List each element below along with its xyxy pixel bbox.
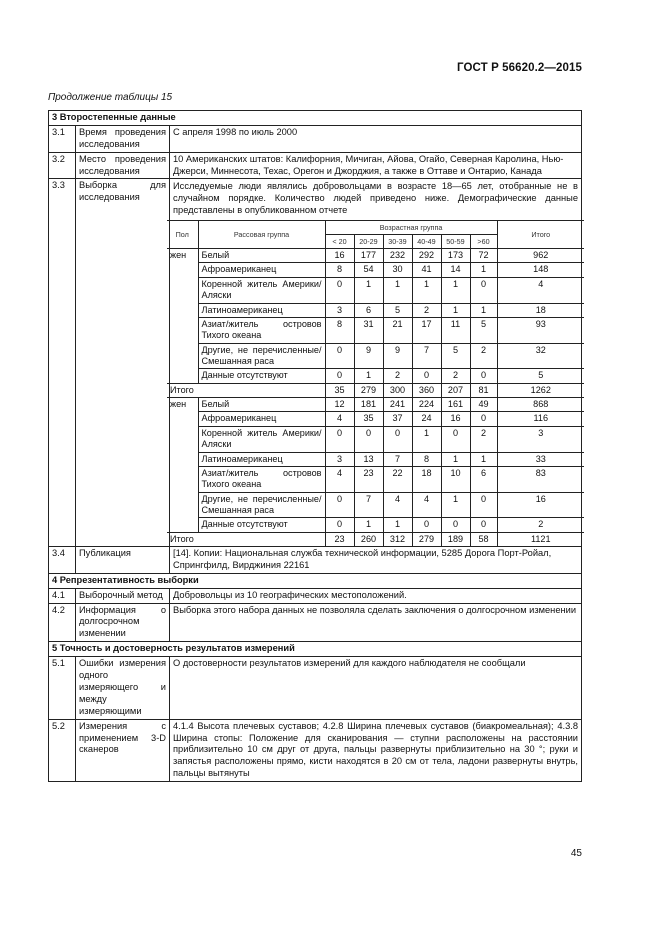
row-total-cell: 93 [497,317,584,343]
count-cell: 0 [441,426,470,452]
race-cell: Другие, не перечисленные/Смешанная раса [198,492,325,518]
header-total: Итого [497,221,584,249]
race-cell: Латиноамериканец [198,452,325,466]
race-cell: Белый [198,398,325,412]
count-cell: 0 [325,492,354,518]
count-cell: 13 [354,452,383,466]
total-value: 1262 [497,383,584,397]
race-cell: Афроамериканец [198,263,325,277]
table-row [49,657,582,719]
count-cell: 0 [441,518,470,532]
total-value: 279 [412,532,441,546]
row-number: 3.1 [49,125,76,152]
race-cell: Коренной житель Америки/Аляски [198,426,325,452]
count-cell: 0 [412,518,441,532]
row-total-cell: 18 [497,303,584,317]
total-value: 1121 [497,532,584,546]
document-id: ГОСТ Р 56620.2—2015 [457,62,582,74]
count-cell: 0 [325,369,354,383]
count-cell: 8 [412,452,441,466]
row-label: Выборочный метод [76,588,170,603]
count-cell: 41 [412,263,441,277]
count-cell: 0 [325,426,354,452]
total-value: 23 [325,532,354,546]
count-cell: 72 [470,249,497,263]
race-cell: Азиат/житель островов Тихого океана [198,317,325,343]
row-total-cell: 5 [497,369,584,383]
count-cell: 1 [383,518,412,532]
table-row [167,277,584,303]
count-cell: 173 [441,249,470,263]
count-cell: 1 [441,492,470,518]
main-table [48,110,582,782]
table-row [167,492,584,518]
count-cell: 49 [470,398,497,412]
row-total-cell: 962 [497,249,584,263]
table-row [167,303,584,317]
race-cell: Азиат/житель островов Тихого океана [198,466,325,492]
race-cell: Афроамериканец [198,412,325,426]
row-value: О достоверности результатов измерений для каждого наблюдателя не сообщали [170,657,582,719]
table-row [167,412,584,426]
count-cell: 4 [383,492,412,518]
row-label: Выборка для исследования [76,179,170,547]
table-row [167,426,584,452]
table-row [167,369,584,383]
count-cell: 2 [470,343,497,369]
header-age: < 20 [325,235,354,249]
total-value: 35 [325,383,354,397]
count-cell: 0 [325,277,354,303]
count-cell: 22 [383,466,412,492]
count-cell: 2 [470,426,497,452]
count-cell: 8 [325,263,354,277]
row-number: 3.3 [49,179,76,547]
count-cell: 11 [441,317,470,343]
table-row [167,518,584,532]
count-cell: 7 [383,452,412,466]
count-cell: 16 [441,412,470,426]
count-cell: 7 [354,492,383,518]
race-cell: Данные отсутствуют [198,518,325,532]
table-row [49,547,582,574]
count-cell: 14 [441,263,470,277]
section-header-row [49,642,582,657]
header-age: 30-39 [383,235,412,249]
count-cell: 54 [354,263,383,277]
count-cell: 0 [325,518,354,532]
total-label: Итого [167,532,325,546]
count-cell: 177 [354,249,383,263]
count-cell: 1 [470,452,497,466]
count-cell: 5 [383,303,412,317]
count-cell: 0 [412,369,441,383]
count-cell: 3 [325,452,354,466]
row-total-cell: 83 [497,466,584,492]
count-cell: 6 [354,303,383,317]
count-cell: 6 [470,466,497,492]
count-cell: 0 [383,426,412,452]
row-label: Информация о долгосрочном изменении [76,603,170,642]
count-cell: 9 [354,343,383,369]
race-cell: Коренной житель Америки/Аляски [198,277,325,303]
count-cell: 0 [325,343,354,369]
count-cell: 1 [412,426,441,452]
total-value: 260 [354,532,383,546]
count-cell: 2 [441,369,470,383]
row-label: Место проведения исследования [76,152,170,179]
count-cell: 4 [412,492,441,518]
total-value: 81 [470,383,497,397]
count-cell: 0 [470,369,497,383]
table-row [167,317,584,343]
total-value: 58 [470,532,497,546]
sex-cell: жен [167,398,198,533]
count-cell: 2 [412,303,441,317]
count-cell: 1 [383,277,412,303]
sample-description: Исследуемые люди являлись добровольцами в возрасте 18—65 лет, отобранные не в случайном порядке. Количество людей приведено ниже. Демографические данные представлены в опубликованном отчете [173,181,578,216]
row-total-cell: 116 [497,412,584,426]
count-cell: 1 [441,277,470,303]
count-cell: 4 [325,412,354,426]
table-row [49,179,582,547]
count-cell: 1 [354,277,383,303]
count-cell: 37 [383,412,412,426]
count-cell: 30 [383,263,412,277]
header-age: 40-49 [412,235,441,249]
count-cell: 7 [412,343,441,369]
table-row [49,719,582,781]
row-total-cell: 32 [497,343,584,369]
count-cell: 161 [441,398,470,412]
table-row [167,249,584,263]
row-number: 4.2 [49,603,76,642]
sample-cell [170,179,582,547]
count-cell: 18 [412,466,441,492]
row-total-cell: 33 [497,452,584,466]
count-cell: 1 [354,518,383,532]
total-value: 279 [354,383,383,397]
header-race-group: Рассовая группа [198,221,325,249]
header-sex: Пол [167,221,198,249]
count-cell: 181 [354,398,383,412]
count-cell: 0 [470,277,497,303]
row-total-cell: 2 [497,518,584,532]
row-total-cell: 4 [497,277,584,303]
section-title: 4 Репрезентативность выборки [49,573,582,588]
total-label: Итого [167,383,325,397]
total-value: 300 [383,383,412,397]
row-value: Добровольцы из 10 географических местоположений. [170,588,582,603]
row-number: 4.1 [49,588,76,603]
page-number: 45 [570,848,582,859]
section-header-row [49,111,582,126]
row-label: Ошибки измерения одного измеряющего и между измеряющими [76,657,170,719]
row-number: 3.4 [49,547,76,574]
race-cell: Белый [198,249,325,263]
count-cell: 24 [412,412,441,426]
count-cell: 5 [441,343,470,369]
count-cell: 2 [383,369,412,383]
count-cell: 5 [470,317,497,343]
header-age-group: Возрастная группа [325,221,497,235]
total-value: 207 [441,383,470,397]
row-number: 3.2 [49,152,76,179]
count-cell: 9 [383,343,412,369]
row-value: Выборка этого набора данных не позволяла сделать заключения о долгосрочном изменении [170,603,582,642]
table-row [49,603,582,642]
table-row [167,263,584,277]
section-title: 5 Точность и достоверность результатов измерений [49,642,582,657]
row-total-cell: 868 [497,398,584,412]
count-cell: 0 [470,492,497,518]
count-cell: 1 [470,303,497,317]
row-value: 10 Американских штатов: Калифорния, Мичиган, Айова, Огайо, Северная Каролина, Нью-Джерси, Миннесота, Техас, Орегон и Джорджия, а также в Оттаве и Онтарио, Канада [170,152,582,179]
row-number: 5.1 [49,657,76,719]
table-row [49,152,582,179]
table-continuation-label: Продолжение таблицы 15 [48,92,173,103]
table-row [49,125,582,152]
count-cell: 1 [354,369,383,383]
row-label: Измерения с применением 3-D сканеров [76,719,170,781]
count-cell: 0 [470,518,497,532]
total-value: 360 [412,383,441,397]
count-cell: 232 [383,249,412,263]
total-value: 312 [383,532,412,546]
row-value: [14]. Копии: Национальная служба технической информации, 5285 Дорога Порт-Ройал, Спрингфилд, Вирджиния 22161 [170,547,582,574]
race-cell: Латиноамериканец [198,303,325,317]
count-cell: 35 [354,412,383,426]
sample-table [167,220,584,546]
header-age: 50-59 [441,235,470,249]
count-cell: 224 [412,398,441,412]
table-row [167,452,584,466]
count-cell: 12 [325,398,354,412]
row-total-cell: 148 [497,263,584,277]
table-row [167,466,584,492]
race-cell: Данные отсутствуют [198,369,325,383]
row-label: Время проведения исследования [76,125,170,152]
total-value: 189 [441,532,470,546]
count-cell: 21 [383,317,412,343]
row-number: 5.2 [49,719,76,781]
race-cell: Другие, не перечисленные/Смешанная раса [198,343,325,369]
row-value: С апреля 1998 по июль 2000 [170,125,582,152]
count-cell: 0 [354,426,383,452]
count-cell: 4 [325,466,354,492]
count-cell: 1 [441,303,470,317]
count-cell: 3 [325,303,354,317]
count-cell: 1 [441,452,470,466]
table-row [167,343,584,369]
count-cell: 1 [470,263,497,277]
row-label: Публикация [76,547,170,574]
count-cell: 31 [354,317,383,343]
row-total-cell: 16 [497,492,584,518]
row-total-cell: 3 [497,426,584,452]
total-row [167,383,584,397]
table-row [49,588,582,603]
header-age: 20-29 [354,235,383,249]
count-cell: 8 [325,317,354,343]
section-title: 3 Второстепенные данные [49,111,582,126]
total-row [167,532,584,546]
count-cell: 0 [470,412,497,426]
table-row [167,398,584,412]
count-cell: 16 [325,249,354,263]
count-cell: 241 [383,398,412,412]
count-cell: 10 [441,466,470,492]
count-cell: 23 [354,466,383,492]
sex-cell: жен [167,249,198,384]
count-cell: 17 [412,317,441,343]
count-cell: 292 [412,249,441,263]
count-cell: 1 [412,277,441,303]
row-value: 4.1.4 Высота плечевых суставов; 4.2.8 Ширина плечевых суставов (биакромеальная); 4.3.8 Ширина стопы: Положение для сканирования — ступни расположены на расстоянии приблизительно 10 см друг от друга, пальцы развернуты приблизительно на 30 °; руки и запястья расположены прямо, кисти находятся в 20 см от тела, ладони развернуты внутрь, пальцы вытянуты [170,719,582,781]
section-header-row [49,573,582,588]
header-age: >60 [470,235,497,249]
